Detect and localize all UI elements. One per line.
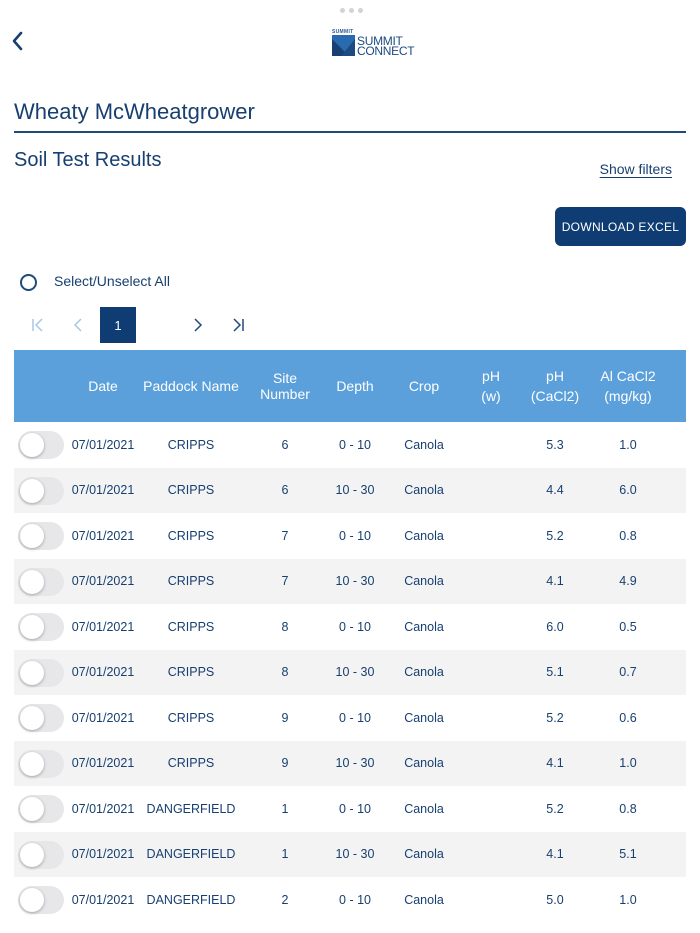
cell-date: 07/01/2021 [71,483,135,498]
cell-crop: Canola [404,801,444,816]
row-select-toggle[interactable] [18,886,64,914]
cell-ph-water [466,832,516,878]
cell-ph-water [466,786,516,832]
cell-site-number: 8 [281,665,289,680]
cell-site-number: 9 [281,710,289,725]
cell-ph-water [466,650,516,696]
title-divider [14,131,686,133]
cell-paddock-name: DANGERFIELD [146,801,236,816]
cell-paddock-name: DANGERFIELD [146,892,236,907]
cell-ph-cacl2: 5.3 [546,437,564,452]
cell-site-number: 1 [281,847,289,862]
cell-site-number: 6 [281,483,289,498]
cell-paddock-name: CRIPPS [167,574,215,589]
table-row [14,786,686,832]
cell-al-cacl2: 0.8 [619,528,637,543]
cell-ph-cacl2: 5.1 [546,665,564,680]
select-all-radio[interactable] [20,274,37,291]
table-row [14,604,686,650]
cell-paddock-name: CRIPPS [167,756,215,771]
cell-crop: Canola [404,528,444,543]
col-site-line2: Number [260,386,310,402]
first-page-icon [30,317,46,333]
cell-site-number: 1 [281,801,289,816]
cell-depth: 10 - 30 [335,756,375,771]
cell-crop: Canola [404,437,444,452]
show-filters-link[interactable]: Show filters [599,161,672,177]
cell-date: 07/01/2021 [71,574,135,589]
table-body [14,422,686,923]
table-row [14,741,686,787]
row-select-toggle[interactable] [18,704,64,732]
table-header [14,350,686,422]
cell-al-cacl2: 1.0 [619,756,637,771]
cell-ph-water [466,559,516,605]
grower-name: Wheaty McWheatgrower [14,99,255,124]
cell-crop: Canola [404,847,444,862]
chevron-right-icon [190,317,206,333]
chevron-left-icon [70,317,86,333]
table-row [14,468,686,514]
col-al-line1: Al CaCl2 [600,368,656,384]
cell-crop: Canola [404,619,444,634]
cell-al-cacl2: 1.0 [619,437,637,452]
cell-ph-water [466,468,516,514]
toggle-knob [20,752,44,776]
row-select-toggle[interactable] [18,431,64,459]
cell-date: 07/01/2021 [71,665,135,680]
cell-date: 07/01/2021 [71,801,135,816]
cell-depth: 0 - 10 [339,528,371,543]
cell-al-cacl2: 5.1 [619,847,637,862]
cell-al-cacl2: 1.0 [619,892,637,907]
prev-page-button[interactable] [60,307,96,343]
cell-crop: Canola [404,483,444,498]
cell-date: 07/01/2021 [71,437,135,452]
table-row [14,695,686,741]
last-page-icon [230,317,246,333]
cell-ph-cacl2: 5.0 [546,892,564,907]
row-select-toggle[interactable] [18,477,64,505]
col-ph-c-line1: pH [546,368,564,384]
last-page-button[interactable] [220,307,256,343]
toggle-knob [20,524,44,548]
cell-depth: 10 - 30 [335,483,375,498]
col-paddock-name[interactable]: Paddock Name [143,378,239,394]
row-select-toggle[interactable] [18,795,64,823]
download-excel-button[interactable]: DOWNLOAD EXCEL [555,207,686,246]
cell-crop: Canola [404,756,444,771]
window-handle-dots [340,8,363,13]
toggle-knob [20,888,44,912]
toggle-knob [20,433,44,457]
cell-depth: 0 - 10 [339,710,371,725]
cell-site-number: 9 [281,756,289,771]
cell-al-cacl2: 0.5 [619,619,637,634]
cell-al-cacl2: 0.6 [619,710,637,725]
logo-word-summit: SUMMIT [357,34,403,48]
cell-depth: 10 - 30 [335,847,375,862]
cell-ph-water [466,513,516,559]
row-select-toggle[interactable] [18,750,64,778]
cell-ph-cacl2: 4.1 [546,756,564,771]
cell-site-number: 2 [281,892,289,907]
toggle-knob [20,797,44,821]
cell-depth: 10 - 30 [335,665,375,680]
cell-paddock-name: DANGERFIELD [146,847,236,862]
cell-site-number: 7 [281,574,289,589]
row-select-toggle[interactable] [18,613,64,641]
toggle-knob [20,706,44,730]
col-date[interactable]: Date [88,378,118,394]
cell-ph-cacl2: 4.1 [546,847,564,862]
col-site-number[interactable] [254,350,316,422]
col-depth[interactable]: Depth [336,378,374,394]
cell-site-number: 6 [281,437,289,452]
col-ph-water[interactable] [466,350,516,422]
cell-date: 07/01/2021 [71,619,135,634]
cell-date: 07/01/2021 [71,756,135,771]
cell-paddock-name: CRIPPS [167,528,215,543]
soil-results-table [14,350,686,923]
toggle-knob [20,570,44,594]
cell-depth: 0 - 10 [339,892,371,907]
cell-ph-water [466,604,516,650]
cell-ph-cacl2: 5.2 [546,801,564,816]
cell-al-cacl2: 6.0 [619,483,637,498]
cell-paddock-name: CRIPPS [167,665,215,680]
cell-site-number: 7 [281,528,289,543]
col-site-line1: Site [272,370,298,386]
row-select-toggle[interactable] [18,659,64,687]
cell-ph-cacl2: 5.2 [546,710,564,725]
cell-ph-water [466,741,516,787]
logo-word-connect: CONNECT [357,44,415,58]
cell-date: 07/01/2021 [71,528,135,543]
table-row [14,832,686,878]
table-row [14,559,686,605]
col-ph-w-line2: (w) [481,388,501,404]
cell-al-cacl2: 0.8 [619,801,637,816]
table-row [14,877,686,923]
cell-crop: Canola [404,710,444,725]
back-button[interactable] [8,28,32,54]
cell-depth: 0 - 10 [339,437,371,452]
cell-ph-water [466,422,516,468]
col-al-line2: (mg/kg) [604,388,652,404]
toggle-knob [20,661,44,685]
cell-crop: Canola [404,574,444,589]
cell-paddock-name: CRIPPS [167,437,215,452]
toggle-knob [20,843,44,867]
cell-ph-cacl2: 6.0 [546,619,564,634]
cell-ph-cacl2: 4.1 [546,574,564,589]
row-select-toggle[interactable] [18,841,64,869]
summit-connect-logo [331,29,423,57]
toggle-knob [20,479,44,503]
page-1-button[interactable]: 1 [100,307,136,343]
cell-depth: 0 - 10 [339,619,371,634]
cell-date: 07/01/2021 [71,892,135,907]
cell-al-cacl2: 4.9 [619,574,637,589]
cell-paddock-name: CRIPPS [167,483,215,498]
next-page-button[interactable] [180,307,216,343]
table-row [14,650,686,696]
cell-ph-cacl2: 4.4 [546,483,564,498]
col-ph-cacl2[interactable] [524,350,586,422]
cell-ph-water [466,695,516,741]
table-row [14,422,686,468]
row-select-toggle[interactable] [18,522,64,550]
col-al-cacl2[interactable] [596,350,660,422]
cell-date: 07/01/2021 [71,847,135,862]
cell-depth: 0 - 10 [339,801,371,816]
cell-site-number: 8 [281,619,289,634]
cell-ph-water [466,877,516,923]
toggle-knob [20,615,44,639]
cell-ph-cacl2: 5.2 [546,528,564,543]
cell-crop: Canola [404,892,444,907]
col-crop[interactable]: Crop [408,378,440,394]
cell-date: 07/01/2021 [71,710,135,725]
cell-depth: 10 - 30 [335,574,375,589]
chevron-left-icon [8,28,32,54]
logo-small-text: SUMMIT [332,29,354,35]
table-row [14,513,686,559]
page-title: Soil Test Results [14,149,162,171]
row-select-toggle[interactable] [18,568,64,596]
cell-crop: Canola [404,665,444,680]
cell-paddock-name: CRIPPS [167,619,215,634]
cell-paddock-name: CRIPPS [167,710,215,725]
select-all-label: Select/Unselect All [54,273,170,289]
col-ph-w-line1: pH [482,368,500,384]
cell-al-cacl2: 0.7 [619,665,637,680]
first-page-button[interactable] [20,307,56,343]
col-ph-c-line2: (CaCl2) [530,388,580,404]
